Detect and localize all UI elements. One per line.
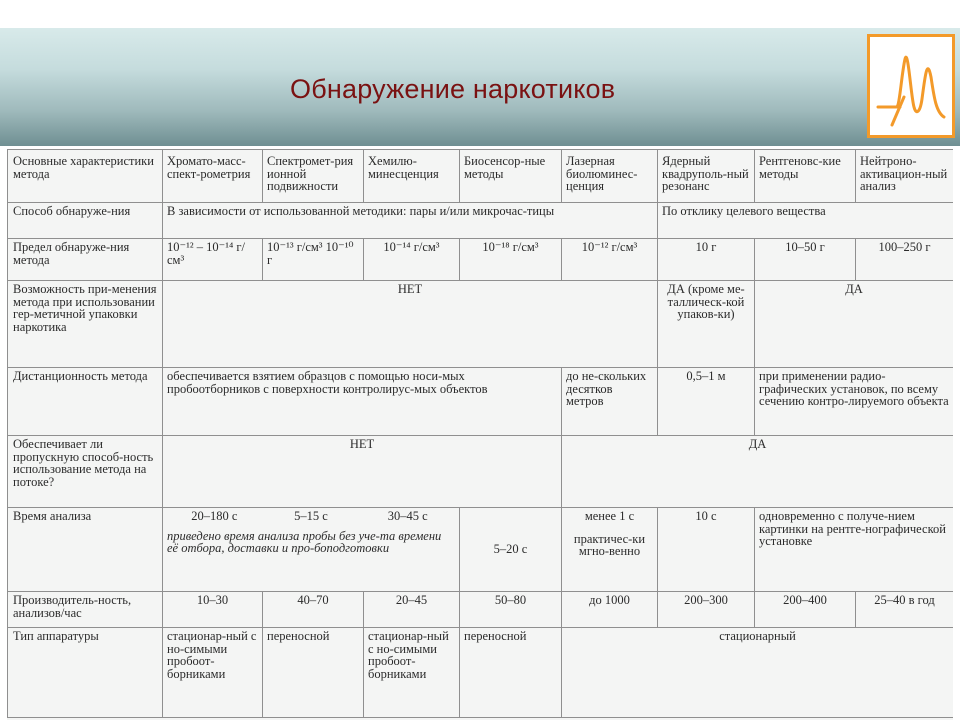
table-cell: 10⁻¹⁸ г/см³ bbox=[460, 239, 562, 281]
table-cell: 40–70 bbox=[263, 592, 364, 628]
slide-title: Обнаружение наркотиков bbox=[290, 74, 616, 104]
table-row bbox=[8, 592, 954, 628]
table-cell: 5–20 с bbox=[460, 508, 562, 592]
table-cell: переносной bbox=[460, 628, 562, 718]
row-label: Обеспечивает ли пропускную способ-ность использование метода на потоке? bbox=[8, 436, 163, 508]
table-row bbox=[8, 628, 954, 718]
row-label: Возможность при-менения метода при использовании гер-метичной упаковки наркотика bbox=[8, 281, 163, 368]
chromatogram-logo bbox=[867, 34, 955, 138]
time-gcms: 20–180 с bbox=[191, 509, 238, 523]
header-cell: Лазерная биолюминес-ценция bbox=[562, 150, 658, 203]
row-label: Предел обнаруже-ния метода bbox=[8, 239, 163, 281]
row-label: Время анализа bbox=[8, 508, 163, 592]
table-row bbox=[8, 508, 954, 592]
header-cell: Биосенсор-ные методы bbox=[460, 150, 562, 203]
header-row bbox=[8, 150, 954, 203]
table-cell: 50–80 bbox=[460, 592, 562, 628]
table-cell: В зависимости от использованной методики: пары и/или микрочас-тицы bbox=[163, 203, 658, 239]
table-cell: 10⁻¹⁴ г/см³ bbox=[364, 239, 460, 281]
header-cell: Спектромет-рия ионной подвижности bbox=[263, 150, 364, 203]
row-label: Производитель-ность, анализов/час bbox=[8, 592, 163, 628]
table-cell: одновременно с получе-нием картинки на рентге-нографической установке bbox=[755, 508, 954, 592]
table-cell: 20–45 bbox=[364, 592, 460, 628]
header-cell: Основные характеристики метода bbox=[8, 150, 163, 203]
table-cell: 10⁻¹³ г/см³ 10⁻¹⁰ г bbox=[263, 239, 364, 281]
table-row bbox=[8, 281, 954, 368]
row-label: Тип аппаратуры bbox=[8, 628, 163, 718]
row-label: Способ обнаруже-ния bbox=[8, 203, 163, 239]
table-cell: 10 с bbox=[658, 508, 755, 592]
methods-comparison-table bbox=[7, 149, 953, 718]
table-cell bbox=[562, 508, 658, 592]
table-cell: 25–40 в год bbox=[856, 592, 954, 628]
time-laser-a: менее 1 с bbox=[584, 509, 635, 523]
table-cell: при применении радио-графических установок, по всему сечению контро-лируемого объекта bbox=[755, 368, 954, 436]
table-cell: 200–300 bbox=[658, 592, 755, 628]
table-cell: до 1000 bbox=[562, 592, 658, 628]
table-cell: 10–50 г bbox=[755, 239, 856, 281]
table-cell: 10⁻¹² – 10⁻¹⁴ г/см³ bbox=[163, 239, 263, 281]
header-cell: Хемилю-минесценция bbox=[364, 150, 460, 203]
table-cell: ДА (кроме ме-таллическ-кой упаков-ки) bbox=[658, 281, 755, 368]
table-cell: стационар-ный с но-симыми пробоот-борниками bbox=[163, 628, 263, 718]
table-cell: НЕТ bbox=[163, 436, 562, 508]
header-cell: Рентгеновс-кие методы bbox=[755, 150, 856, 203]
table-cell bbox=[163, 508, 460, 592]
table-cell: 200–400 bbox=[755, 592, 856, 628]
table-cell: до не-скольких десятков метров bbox=[562, 368, 658, 436]
table-row bbox=[8, 203, 954, 239]
chromatogram-peaks-icon bbox=[870, 37, 952, 135]
row-label: Дистанционность метода bbox=[8, 368, 163, 436]
table-cell: стационар-ный с но-симыми пробоот-борниками bbox=[364, 628, 460, 718]
table-cell: ДА bbox=[755, 281, 954, 368]
table-cell: По отклику целевого вещества bbox=[658, 203, 954, 239]
time-chem: 30–45 с bbox=[387, 509, 428, 523]
table-cell: НЕТ bbox=[163, 281, 658, 368]
table-cell: 10 г bbox=[658, 239, 755, 281]
table-row bbox=[8, 239, 954, 281]
table-cell: стационарный bbox=[562, 628, 954, 718]
table-cell: 100–250 г bbox=[856, 239, 954, 281]
table-row bbox=[8, 368, 954, 436]
methods-table-container bbox=[7, 149, 953, 720]
time-note: приведено время анализа пробы без уче-та времени её отбора, доставки и про-боподготовки bbox=[167, 528, 442, 555]
header-cell: Хромато-масс-спект-рометрия bbox=[163, 150, 263, 203]
table-row bbox=[8, 436, 954, 508]
table-cell: ДА bbox=[562, 436, 954, 508]
table-cell: 0,5–1 м bbox=[658, 368, 755, 436]
table-cell: переносной bbox=[263, 628, 364, 718]
time-laser-b: практичес-ки мгно-венно bbox=[573, 531, 646, 558]
table-cell: 10⁻¹² г/см³ bbox=[562, 239, 658, 281]
header-cell: Ядерный квадруполь-ный резонанс bbox=[658, 150, 755, 203]
time-ims: 5–15 с bbox=[294, 509, 328, 523]
table-cell: обеспечивается взятием образцов с помощью носи-мых пробоотборников с поверхности контролирус-мых объектов bbox=[163, 368, 562, 436]
header-cell: Нейтроно-активацион-ный анализ bbox=[856, 150, 954, 203]
table-cell: 10–30 bbox=[163, 592, 263, 628]
